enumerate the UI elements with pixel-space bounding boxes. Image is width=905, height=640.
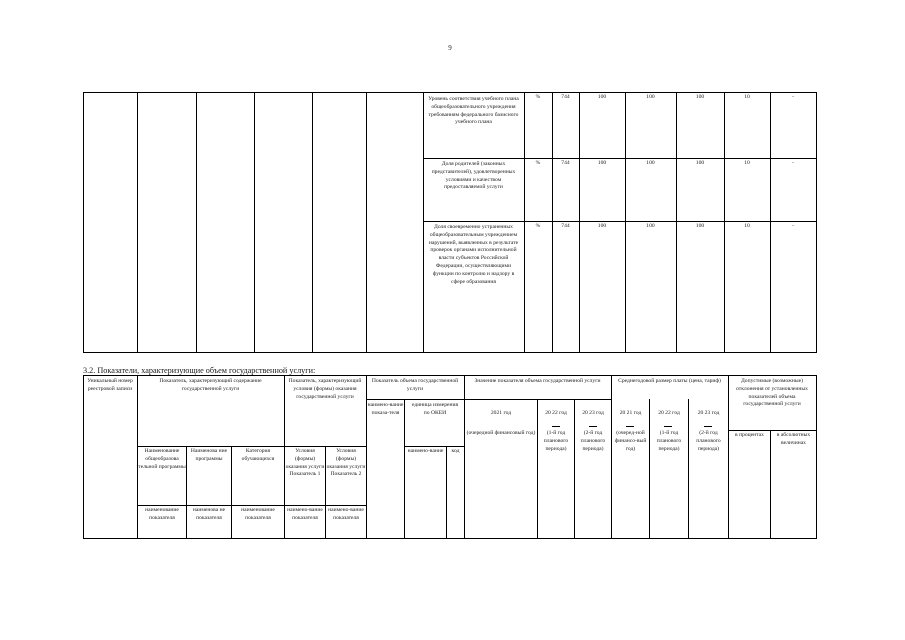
header-fee-2023: 20 23 год [697,410,720,416]
header-value-2021: 2021 год [490,410,512,416]
volume-table-col [83,375,84,539]
header-program-name: Наименование общеобразова тельной программы [138,448,186,470]
table-cell-value-2023: 100 [695,223,705,229]
header-fee-2022: 20 22 год [658,410,680,416]
header-value-2022-sub: (1-й год планового периода) [543,430,569,452]
table-cell-value-2022: 100 [646,223,655,229]
header-volume: Показатель объема государственной услуги [371,378,459,392]
table-cell-value-2022: 100 [646,94,655,100]
table-cell-deviation-pct: 10 [744,160,750,166]
volume-table-border-top [83,375,817,376]
header-fee: Среднегодовой размер платы (цена, тариф) [618,378,721,384]
header-program: Наименова ние программы [190,448,228,462]
volume-table-col [574,399,575,539]
header-underline [626,426,634,427]
header-in-absolute: в абсолютных величинах [776,432,811,446]
top-table-col [366,92,367,353]
volume-table-col [728,375,729,539]
footer-label: наименование показателя [241,507,275,521]
header-category: Категория обучающихся [241,448,275,462]
header-conditions: Показатель, характеризующий условия (формы) оказания государственной услуги [288,378,362,400]
header-underline [664,426,672,427]
section-heading: 3.2. Показатели, характеризующие объем государственной услуги: [83,366,316,375]
header-condition-1: Условия (формы) оказания услуги Показатель 1 [285,448,325,478]
table-cell-deviation-pct: 10 [744,223,750,229]
table-cell-code: 744 [561,223,570,229]
page-number: 9 [448,44,452,52]
header-fee-2022-sub: (1-й год планового периода) [656,430,682,452]
top-table-border-bottom [83,352,817,353]
volume-table-rule [728,430,817,431]
table-cell-deviation-abs: - [792,160,794,166]
top-table-col [423,92,424,353]
footer-label: наимено-вание показателя [287,507,323,521]
header-in-percent: в процентах [735,432,764,438]
table-cell-deviation-pct: 10 [744,94,750,100]
top-table-col [196,92,197,353]
header-value-2023-sub: (2-й год планового периода) [580,430,606,452]
top-table-col [83,92,84,353]
header-fee-2023-sub: (2-й год планового периода) [696,430,721,452]
volume-table-col [688,399,689,539]
top-table-border-top [83,92,817,93]
top-table-col [816,92,817,353]
table-cell-value-2021: 100 [597,160,607,166]
header-underline [704,426,712,427]
footer-label: наименование показателя [145,507,179,521]
table-cell-indicator: Уровень соответствия учебного плана общеобразовательного учреждения требованиям федерального базисного учебного плана [428,96,519,126]
header-indicator-name: наимено-вание показа-теля [367,402,404,416]
header-deviation: Допустимые (возможные) отклонения от установленных показателей объема государственной услуги [736,378,808,408]
volume-table-rule [137,446,366,447]
top-table-row-divider [423,158,817,159]
header-unit-name: наимено-вание [407,448,444,454]
volume-table-rule [137,505,366,506]
header-value-2021-sub: (очередной финансовый год) [466,430,536,436]
top-table-col [254,92,255,353]
header-condition-2: Условия (формы) оказания услуги Показатель 2 [326,448,366,478]
header-fee-2021-sub: (очеред-ной финансо-вый год) [614,430,647,452]
table-cell-code: 744 [561,94,570,100]
header-unit: единица измерения по ОКЕИ [411,402,459,416]
header-unit-code: код [451,448,460,454]
volume-table-rule [404,446,464,447]
volume-table-col [649,399,650,539]
top-table-col [137,92,138,353]
volume-table-col [537,399,538,539]
table-cell-indicator: Доля своевременно устраненных общеобразовательным учреждением нарушений, выявленных в результате проверок органами исполнительной власти субъектов Российской Федерации, осуществляющими функции по контролю и надзору в сфере образования [428,224,519,285]
header-registry: Уникальный номер реестровой записи [87,378,133,392]
header-value-2022: 20 22 год [545,410,567,416]
header-underline [589,426,597,427]
volume-table-border-bottom [83,538,817,539]
volume-table-col [816,375,817,539]
table-cell-code: 744 [561,160,570,166]
footer-label: наимено-вание показателя [328,507,364,521]
table-cell-value-2022: 100 [646,160,655,166]
table-cell-unit: % [535,160,541,166]
volume-table-col [611,375,612,539]
volume-table-col [404,399,405,539]
table-cell-value-2023: 100 [695,160,705,166]
volume-table-col [464,375,465,539]
table-cell-unit: % [535,94,541,100]
header-values: Значение показателя объема государственной услуги [474,378,601,384]
table-cell-unit: % [535,223,541,229]
header-underline [552,426,560,427]
table-cell-deviation-abs: - [792,94,794,100]
top-table-row-divider [423,221,817,222]
header-value-2023: 20 23 год [582,410,604,416]
table-cell-value-2021: 100 [597,94,607,100]
header-fee-2021: 20 21 год [619,410,642,416]
table-cell-value-2023: 100 [695,94,705,100]
table-cell-indicator: Доля родителей (законных представителей), удовлетворенных условиями и качеством предоставляемой услуги [431,161,516,191]
table-cell-deviation-abs: - [792,223,794,229]
volume-table-col [366,375,367,539]
header-content: Показатель, характеризующий содержание государственной услуги [159,378,262,392]
volume-table-col [446,446,447,539]
top-table-col [312,92,313,353]
table-cell-value-2021: 100 [597,223,607,229]
footer-label: наименова не показателя [192,507,226,521]
